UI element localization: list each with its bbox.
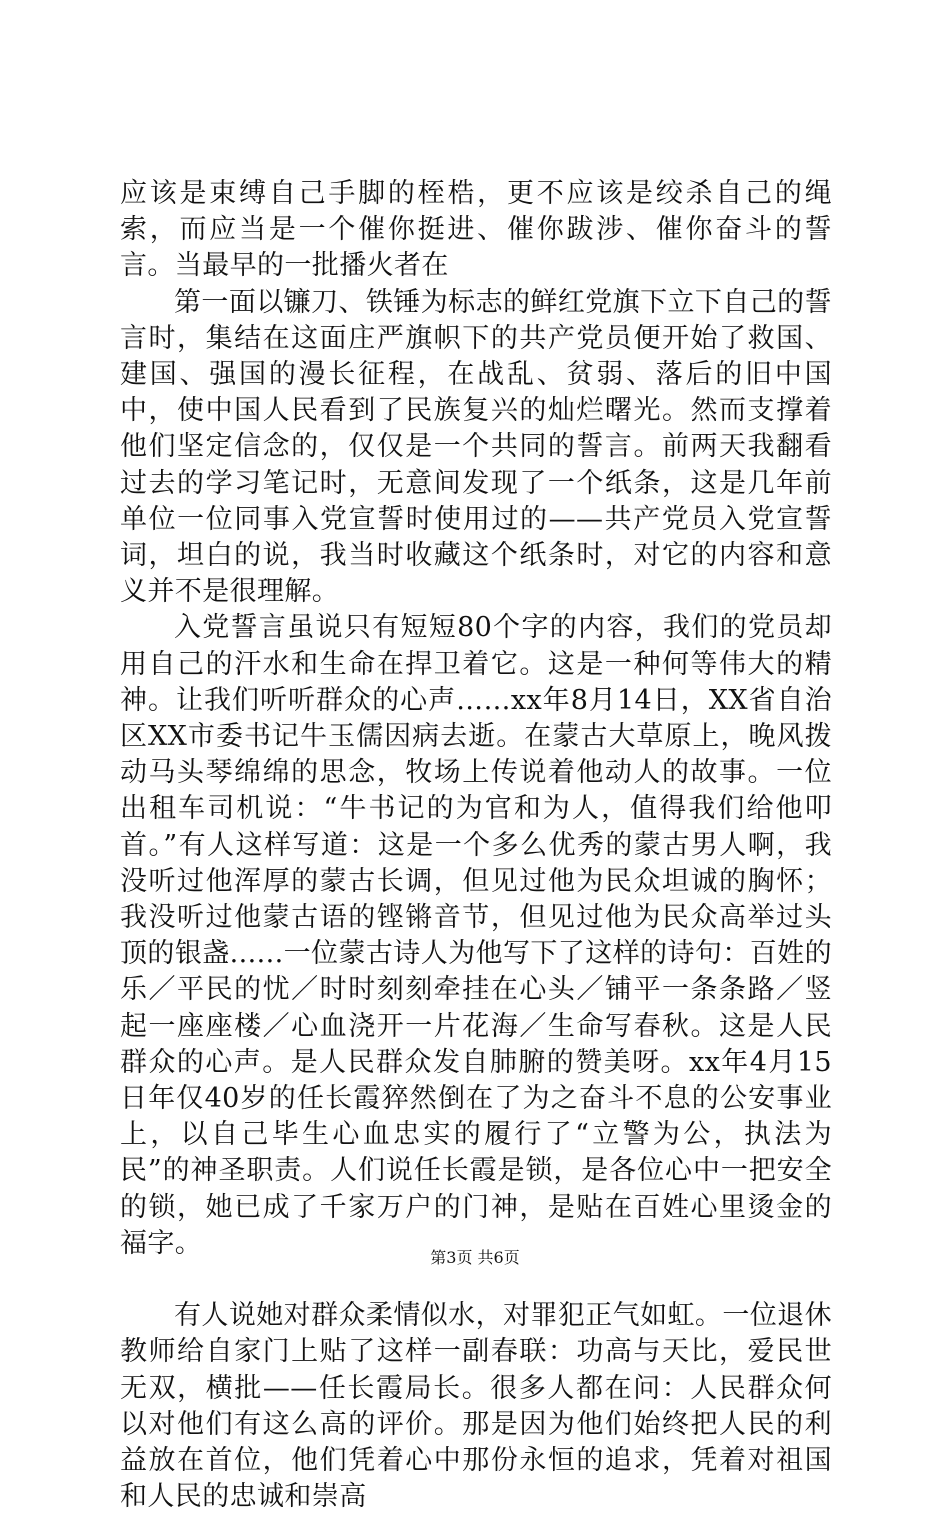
paragraph-2: 第一面以镰刀、铁锤为标志的鲜红党旗下立下自己的誓言时，集结在这面庄严旗帜下的共产党员便开始了救国、建国、强国的漫长征程，在战乱、贫弱、落后的旧中国中，使中国人民看到了民族复兴的灿烂曙光。然而支撑着他们坚定信念的，仅仅是一个共同的誓言。前两天我翻看过去的学习笔记时，无意间发现了一个纸条，这是几年前单位一位同事入党宣誓时使用过的——共产党员入党宣誓词，坦白的说，我当时收藏这个纸条时，对它的内容和意义并不是很理解。 — [120, 286, 832, 608]
paragraph-3: 入党誓言虽说只有短短80个字的内容，我们的党员却用自己的汗水和生命在捍卫着它。这是一种何等伟大的精神。让我们听听群众的心声……xx年8月14日，XX省自治区XX市委书记牛玉儒因病去逝。在蒙古大草原上，晚风拨动马头琴绵绵的思念，牧场上传说着他动人的故事。一位出租车司机说：“牛书记的为官和为人，值得我们给他叩首。”有人这样写道：这是一个多么优秀的蒙古男人啊，我没听过他浑厚的蒙古长调，但见过他为民众坦诚的胸怀；我没听过他蒙古语的铿锵音节，但见过他为民众高举过头顶的银盏......一位蒙古诗人为他写下了这样的诗句：百姓的乐／平民的忧／时时刻刻牵挂在心头／铺平一条条路／竖起一座座楼／心血浇开一片花海／生命写春秋。这是人民群众的心声。是人民群众发自肺腑的赞美呀。xx年4月15日年仅40岁的任长霞猝然倒在了为之奋斗不息的公安事业上，以自己毕生心血忠实的履行了“立警为公，执法为民”的神圣职责。人们说任长霞是锁，是各位心中一把安全的锁，她已成了千家万户的门神，是贴在百姓心里烫金的福字。 — [120, 612, 832, 1259]
paragraph-1: 应该是束缚自己手脚的桎梏，更不应该是绞杀自己的绳索，而应当是一个催你挺进、催你跋涉、催你奋斗的誓言。当最早的一批播火者在 — [120, 178, 832, 282]
page-footer: 第3页 共6页 — [430, 1248, 520, 1267]
paragraph-4: 有人说她对群众柔情似水，对罪犯正气如虹。一位退休教师给自家门上贴了这样一副春联：功高与天比，爱民世无双，横批——任长霞局长。很多人都在问：人民群众何以对他们有这么高的评价。那是因为他们始终把人民的利益放在首位，他们凭着心中那份永恒的追求，凭着对祖国和人民的忠诚和崇高 — [120, 1300, 832, 1513]
document-body — [120, 176, 832, 1515]
